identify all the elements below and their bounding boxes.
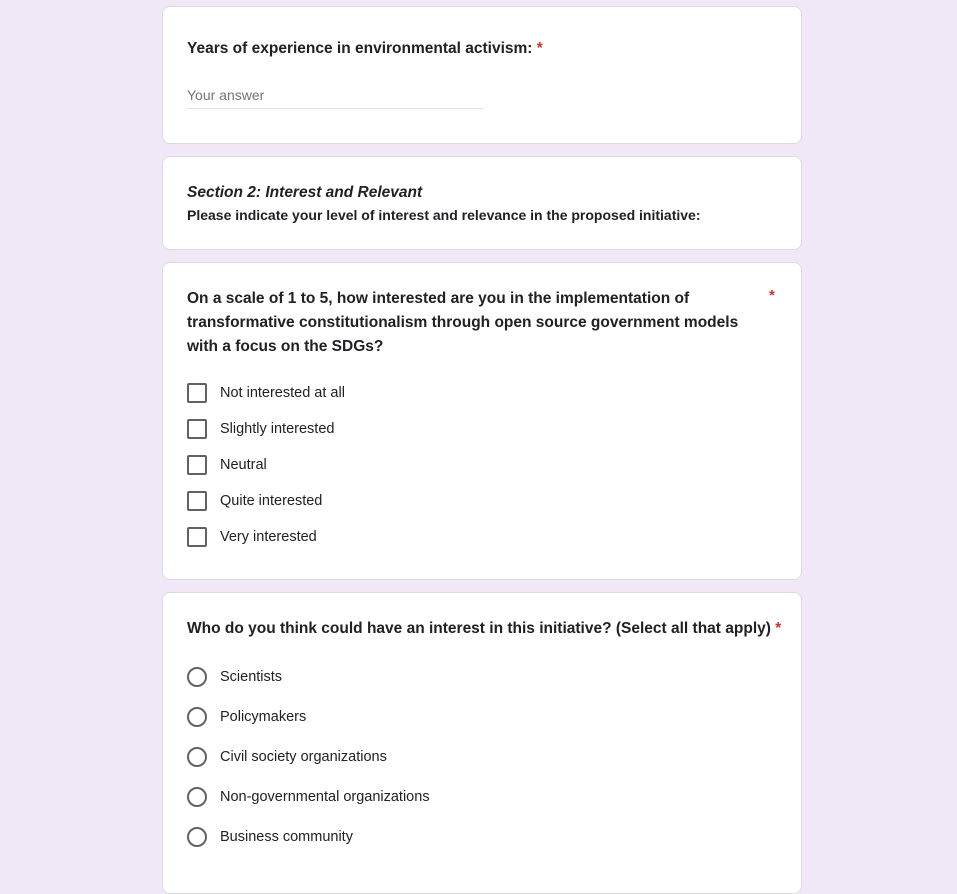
radio-option[interactable] — [187, 827, 353, 847]
required-asterisk: * — [769, 287, 775, 304]
checkbox[interactable] — [187, 527, 207, 547]
option-label: Civil society organizations — [220, 749, 387, 765]
option-label: Quite interested — [220, 493, 323, 509]
section-title: Section 2: Interest and Relevant — [187, 184, 423, 201]
radio-option[interactable] — [187, 787, 430, 807]
radio-option[interactable] — [187, 707, 306, 727]
section-header-card — [162, 156, 802, 250]
radio-button[interactable] — [187, 787, 207, 807]
option-label: Scientists — [220, 669, 283, 685]
required-asterisk: * — [536, 40, 543, 57]
radio-option[interactable] — [187, 747, 387, 767]
question-text: Years of experience in environmental activism: — [187, 40, 533, 57]
option-label: Business community — [220, 829, 353, 845]
checkbox[interactable] — [187, 419, 207, 439]
question-title — [187, 617, 781, 641]
question-card-years — [162, 6, 802, 144]
option-label: Non-governmental organizations — [220, 789, 430, 805]
question-card-stakeholders — [162, 592, 802, 894]
radio-button[interactable] — [187, 827, 207, 847]
option-label: Policymakers — [220, 709, 307, 725]
radio-button[interactable] — [187, 707, 207, 727]
radio-option[interactable] — [187, 667, 282, 687]
radio-button[interactable] — [187, 747, 207, 767]
question-card-interest — [162, 262, 802, 580]
checkbox-option[interactable] — [187, 455, 267, 475]
option-label: Slightly interested — [220, 421, 335, 437]
checkbox[interactable] — [187, 455, 207, 475]
checkbox[interactable] — [187, 383, 207, 403]
checkbox-option[interactable] — [187, 527, 317, 547]
years-answer-input[interactable]: Your answer — [187, 87, 483, 109]
question-title: On a scale of 1 to 5, how interested are you in the implementation of transformative constitutionalism through open source government models with a focus on the SDGs? — [187, 290, 739, 355]
option-label: Neutral — [220, 457, 267, 473]
checkbox[interactable] — [187, 491, 207, 511]
required-asterisk: * — [775, 620, 782, 637]
checkbox-option[interactable] — [187, 419, 334, 439]
question-text: Who do you think could have an interest in this initiative? (Select all that apply) — [187, 620, 771, 637]
checkbox-option[interactable] — [187, 491, 322, 511]
checkbox-option[interactable] — [187, 383, 345, 403]
option-label: Not interested at all — [220, 385, 345, 401]
radio-button[interactable] — [187, 667, 207, 687]
option-label: Very interested — [220, 529, 317, 545]
question-title — [187, 37, 543, 61]
section-description: Please indicate your level of interest and relevance in the proposed initiative: — [187, 207, 701, 223]
